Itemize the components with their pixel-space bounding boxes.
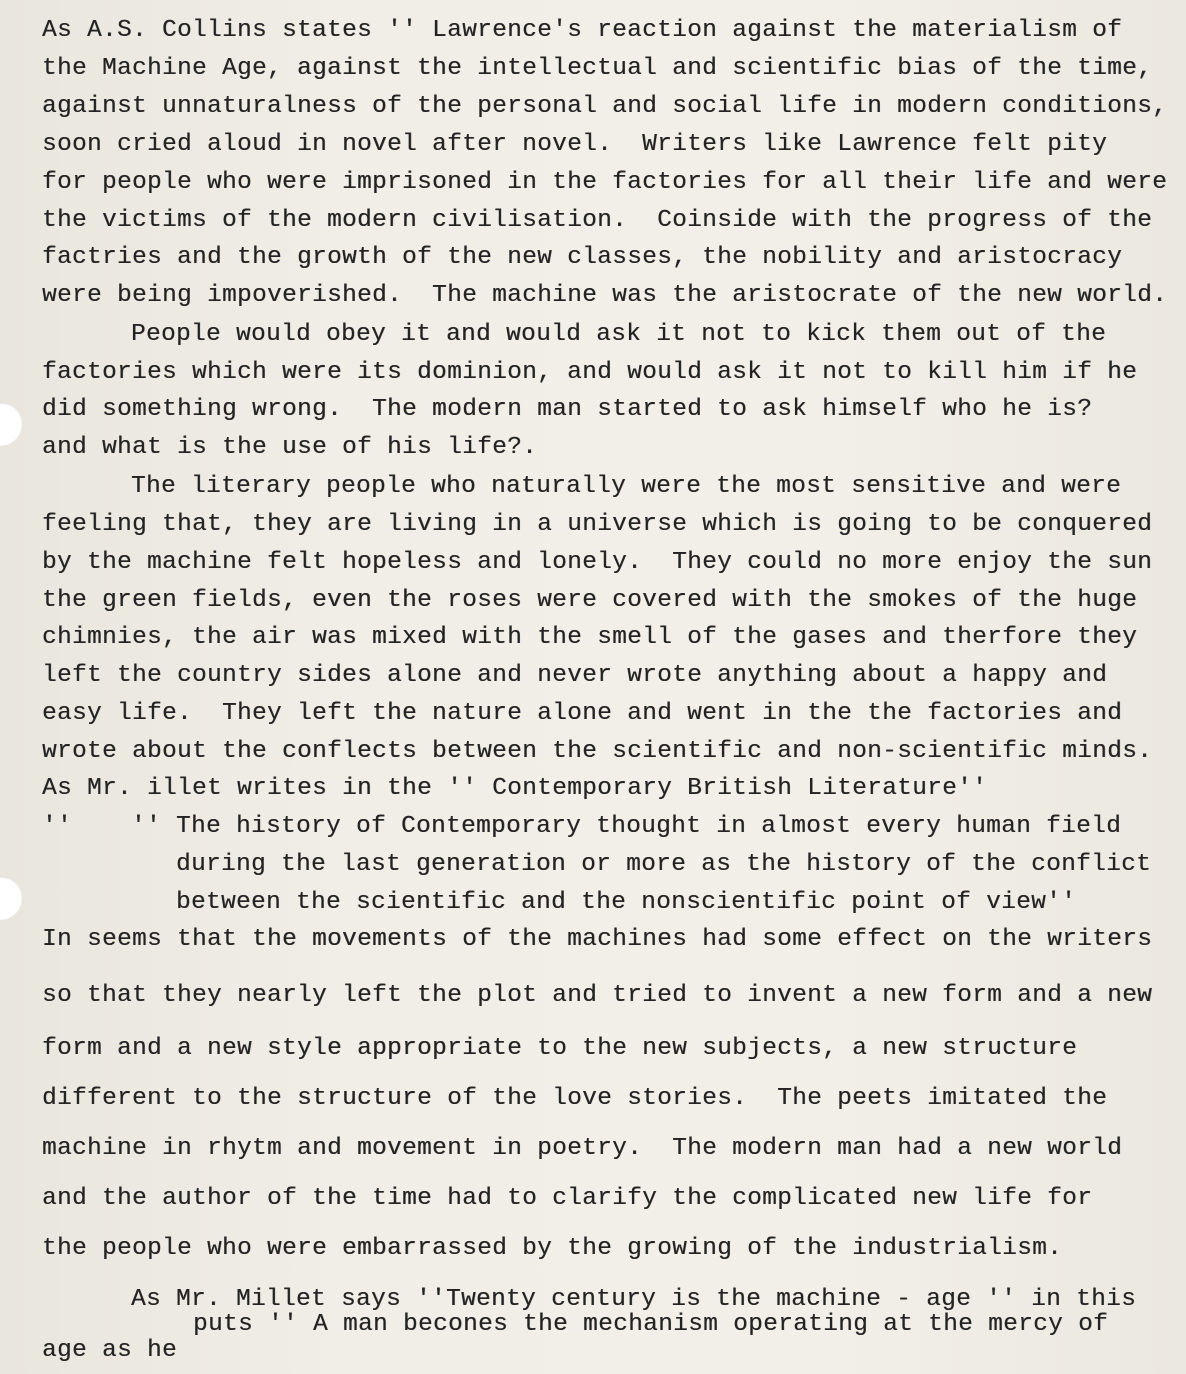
text-line: age as he xyxy=(42,1337,178,1364)
text-line: different to the structure of the love stories. The peets imitated the xyxy=(42,1085,1108,1112)
punch-hole xyxy=(0,876,22,920)
text-line: wrote about the conflects between the scientific and non-scientific minds. xyxy=(42,738,1153,765)
text-line: '' xyxy=(42,813,73,840)
text-line: puts '' A man becones the mechanism operating at the mercy of xyxy=(193,1311,1109,1338)
text-line: feeling that, they are living in a universe which is going to be conquered xyxy=(42,511,1153,538)
text-line: machine in rhytm and movement in poetry. The modern man had a new world xyxy=(42,1135,1123,1162)
quote-line: during the last generation or more as the history of the conflict xyxy=(176,851,1152,878)
quote-line: between the scientific and the nonscientific point of view'' xyxy=(176,889,1077,916)
punch-hole xyxy=(0,402,22,446)
quote-line: '' The history of Contemporary thought in almost every human field xyxy=(131,813,1122,840)
text-line: In seems that the movements of the machines had some effect on the writers xyxy=(42,926,1153,953)
text-line: As Mr. Millet says ''Twenty century is the machine - age '' in this xyxy=(131,1286,1137,1313)
text-line: the green fields, even the roses were covered with the smokes of the huge xyxy=(42,587,1138,614)
text-line: factories which were its dominion, and would ask it not to kill him if he xyxy=(42,359,1138,386)
text-line: the people who were embarrassed by the growing of the industrialism. xyxy=(42,1235,1063,1262)
text-line: easy life. They left the nature alone and went in the the factories and xyxy=(42,700,1123,727)
text-line: and the author of the time had to clarify the complicated new life for xyxy=(42,1185,1093,1212)
text-line: by the machine felt hopeless and lonely. They could no more enjoy the sun xyxy=(42,549,1153,576)
text-line: did something wrong. The modern man started to ask himself who he is? xyxy=(42,396,1093,423)
text-line: were being impoverished. The machine was the aristocrate of the new world. xyxy=(42,282,1168,309)
text-line: People would obey it and would ask it not to kick them out of the xyxy=(131,321,1107,348)
text-line: As A.S. Collins states '' Lawrence's reaction against the materialism of xyxy=(42,17,1123,44)
text-line: soon cried aloud in novel after novel. Writers like Lawrence felt pity xyxy=(42,131,1108,158)
text-line: As Mr. illet writes in the '' Contemporary British Literature'' xyxy=(42,775,988,802)
text-line: factries and the growth of the new classes, the nobility and aristocracy xyxy=(42,244,1123,271)
text-line: the victims of the modern civilisation. Coinside with the progress of the xyxy=(42,207,1153,234)
text-line: left the country sides alone and never wrote anything about a happy and xyxy=(42,662,1108,689)
text-line: and what is the use of his life?. xyxy=(42,434,538,461)
text-line: chimnies, the air was mixed with the smell of the gases and therfore they xyxy=(42,624,1138,651)
text-line: form and a new style appropriate to the new subjects, a new structure xyxy=(42,1035,1078,1062)
text-line: The literary people who naturally were the most sensitive and were xyxy=(131,473,1122,500)
text-line: against unnaturalness of the personal and social life in modern conditions, xyxy=(42,93,1168,120)
text-line: the Machine Age, against the intellectual and scientific bias of the time, xyxy=(42,55,1153,82)
text-line: for people who were imprisoned in the factories for all their life and were xyxy=(42,169,1168,196)
text-line: so that they nearly left the plot and tried to invent a new form and a new xyxy=(42,982,1153,1009)
